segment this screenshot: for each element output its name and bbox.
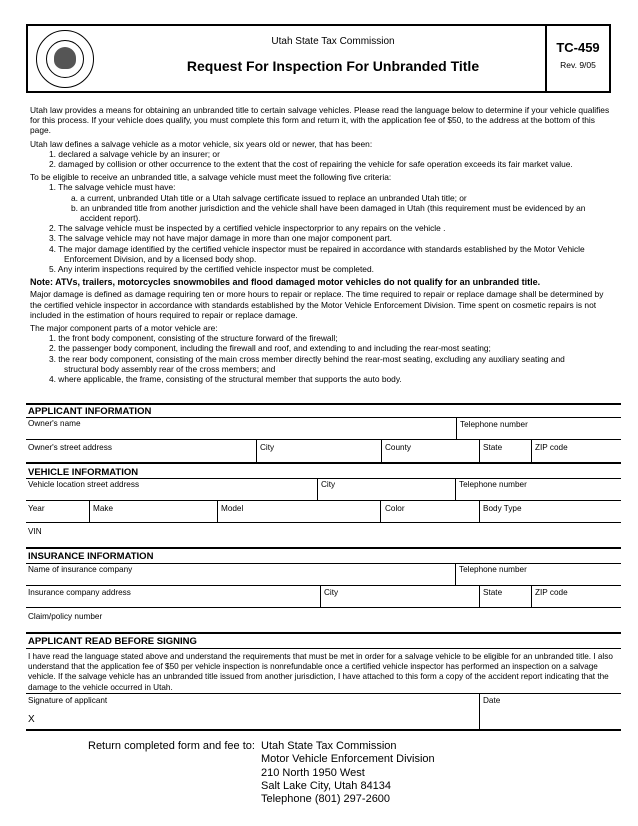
list-item: 5. Any interim inspections required by the certified vehicle inspector must be completed. xyxy=(49,264,374,275)
insurance-telephone-field[interactable]: Telephone number xyxy=(459,565,527,574)
insurance-address-field[interactable]: Insurance company address xyxy=(28,588,131,597)
owner-telephone-field[interactable]: Telephone number xyxy=(460,420,528,429)
insurance-zip-field[interactable]: ZIP code xyxy=(535,588,568,597)
salvage-definition: Utah law defines a salvage vehicle as a motor vehicle, six years old or newer, that has been: xyxy=(30,138,373,149)
vehicle-make-field[interactable]: Make xyxy=(93,504,114,513)
list-item: 2. damaged by collision or other occurrence to the extent that the cost of repairing the vehicle for safe operation exceeds its fair market value. xyxy=(49,159,573,170)
vehicle-city-field[interactable]: City xyxy=(321,480,336,489)
intro-paragraph: Utah law provides a means for obtaining an unbranded title to certain salvage vehicles. Please read the language below to determine if your vehicle qualifies for this process. If your vehicle does qualify, you must complete this form and return it, with the application fee of $50, to the address at the bottom of this page. xyxy=(30,105,610,136)
list-item: 1. the front body component, consisting of the structure forward of the firewall; xyxy=(49,333,338,344)
major-damage-paragraph: Major damage is defined as damage requiring ten or more hours to repair or replace. The time required to repair or replace damage shall be determined by the certified vehicle inspector in accordance with standards established by the Motor Vehicle Enforcement Division. Time spent on cosmetic repairs is not included in the estimation of hours required to repair or replace damage. xyxy=(30,289,604,320)
agency-name: Utah State Tax Commission xyxy=(271,36,395,47)
list-item: 3. The salvage vehicle may not have major damage in more than one major component part. xyxy=(49,233,392,244)
owner-street-field[interactable]: Owner's street address xyxy=(28,443,112,452)
date-field[interactable]: Date xyxy=(483,696,501,705)
return-label: Return completed form and fee to: xyxy=(88,740,255,752)
vehicle-telephone-field[interactable]: Telephone number xyxy=(459,480,527,489)
insurance-company-field[interactable]: Name of insurance company xyxy=(28,565,133,574)
certification-statement: I have read the language stated above and understand the requirements that must be met in order for a salvage vehicle to be eligible for an unbranded title. I also understand that the application fee of $50 per vehicle inspection is nonrefundable once a certified vehicle inspector has performed an inspection on a salvage vehicle. If the salvage vehicle has an unbranded title issued from another jurisdiction, I have attached to this form a copy of the accident report indicating that the damage to the vehicle occurred in Utah. xyxy=(28,652,613,692)
address-line: Telephone (801) 297-2600 xyxy=(261,793,391,806)
criteria-intro: To be eligible to receive an unbranded title, a salvage vehicle must meet the following five criteria: xyxy=(30,172,392,183)
list-item: 2. the passenger body component, including the firewall and roof, and extending to and including the rear-most seating; xyxy=(49,343,491,354)
claim-number-field[interactable]: Claim/policy number xyxy=(28,612,103,621)
signing-heading: APPLICANT READ BEFORE SIGNING xyxy=(28,636,197,647)
list-item: Enforcement Division, and by a licensed body shop. xyxy=(64,253,257,264)
return-address xyxy=(261,740,435,806)
owner-county-field[interactable]: County xyxy=(385,443,411,452)
vehicle-heading: VEHICLE INFORMATION xyxy=(28,467,139,478)
list-item: b. an unbranded title from another jurisdiction and the vehicle shall have been damaged in Utah (this requirement must be evidenced by an xyxy=(71,202,586,213)
owner-name-field[interactable]: Owner's name xyxy=(28,419,81,428)
list-item: 4. The major damage identified by the certified vehicle inspector must be repaired in accordance with standards established by the Motor Vehicle xyxy=(49,243,585,254)
form-header xyxy=(26,24,611,93)
list-item: 4. where applicable, the frame, consisting of the structural member that supports the auto body. xyxy=(49,374,402,385)
list-item: 2. The salvage vehicle must be inspected by a certified vehicle inspectorprior to any repairs on the vehicle . xyxy=(49,223,446,234)
address-line: Utah State Tax Commission xyxy=(261,740,397,752)
list-item: a. a current, unbranded Utah title or a Utah salvage certificate issued to replace an unbranded Utah title; or xyxy=(71,192,467,203)
owner-state-field[interactable]: State xyxy=(483,443,503,452)
list-item: 1. The salvage vehicle must have: xyxy=(49,182,176,193)
vehicle-vin-field[interactable]: VIN xyxy=(28,527,42,536)
exclusion-note: Note: ATVs, trailers, motorcycles snowmobiles and flood damaged motor vehicles do not qualify for an unbranded title. xyxy=(30,277,541,288)
applicant-heading: APPLICANT INFORMATION xyxy=(28,406,152,417)
vehicle-location-field[interactable]: Vehicle location street address xyxy=(28,480,140,489)
list-item: 1. declared a salvage vehicle by an insurer; or xyxy=(49,148,220,159)
components-intro: The major component parts of a motor vehicle are: xyxy=(30,323,218,334)
form-number: TC-459 xyxy=(556,40,600,55)
vehicle-body-type-field[interactable]: Body Type xyxy=(483,504,522,513)
signature-field[interactable]: Signature of applicant xyxy=(28,696,108,705)
list-item: structural body assembly rear of the cross members; and xyxy=(64,363,276,374)
vehicle-model-field[interactable]: Model xyxy=(221,504,244,513)
form-title: Request For Inspection For Unbranded Title xyxy=(186,58,480,74)
list-item: 3. the rear body component, consisting of the main cross member directly behind the rear-most seating, excluding any auxiliary seating and xyxy=(49,353,565,364)
signature-x-mark: X xyxy=(28,714,35,725)
form-revision: Rev. 9/05 xyxy=(560,60,596,70)
vehicle-color-field[interactable]: Color xyxy=(385,504,405,513)
instructions xyxy=(30,105,610,384)
address-line: Motor Vehicle Enforcement Division xyxy=(261,753,435,766)
owner-zip-field[interactable]: ZIP code xyxy=(535,443,568,452)
vehicle-year-field[interactable]: Year xyxy=(28,504,45,513)
owner-city-field[interactable]: City xyxy=(260,443,275,452)
insurance-city-field[interactable]: City xyxy=(324,588,339,597)
insurance-heading: INSURANCE INFORMATION xyxy=(28,551,154,562)
state-seal-icon xyxy=(36,30,94,88)
insurance-state-field[interactable]: State xyxy=(483,588,503,597)
address-line: Salt Lake City, Utah 84134 xyxy=(261,779,392,792)
address-line: 210 North 1950 West xyxy=(261,766,365,779)
list-item: accident report). xyxy=(80,213,141,224)
